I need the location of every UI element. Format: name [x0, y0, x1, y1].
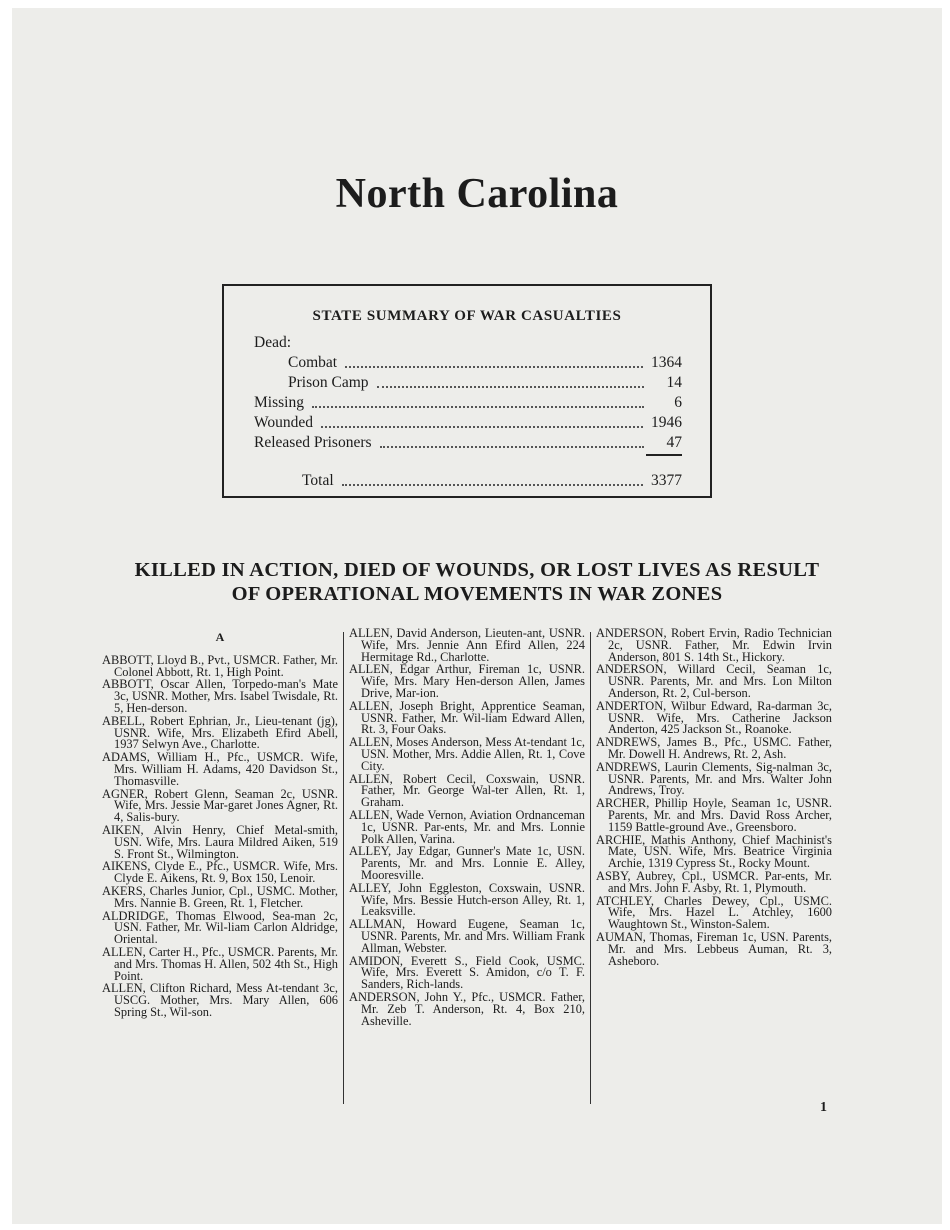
casualty-entry: ATCHLEY, Charles Dewey, Cpl., USMC. Wife, Mrs. Hazel L. Atchley, 1600 Waughtown St., Winston-Salem.: [596, 893, 832, 932]
casualty-entry: ALLEY, John Eggleston, Coxswain, USNR. Wife, Mrs. Bessie Hutch-erson Alley, Rt. 1, Leaksville.: [349, 880, 585, 919]
summary-total-label: Total: [302, 472, 334, 489]
summary-row-missing: [254, 392, 682, 412]
casualty-entry: ABELL, Robert Ephrian, Jr., Lieu-tenant (jg), USNR. Wife, Mrs. Elizabeth Efird Abell, 1937 Selwyn Ave., Charlotte.: [102, 713, 338, 752]
casualty-entry: ALLMAN, Howard Eugene, Seaman 1c, USNR. Parents, Mr. and Mrs. William Frank Allman, Webster.: [349, 917, 585, 955]
casualty-summary-box: [222, 284, 712, 498]
casualty-entry: ANDERTON, Wilbur Edward, Ra-darman 3c, USNR. Wife, Mrs. Catherine Jackson Anderton, 425 Jackson St., Roanoke.: [596, 698, 832, 737]
section-heading-line-1: KILLED IN ACTION, DIED OF WOUNDS, OR LOST LIVES AS RESULT: [134, 559, 820, 581]
column-divider: [590, 632, 591, 1104]
page-number: 1: [820, 1100, 827, 1115]
casualty-entry: ABBOTT, Lloyd B., Pvt., USMCR. Father, Mr. Colonel Abbott, Rt. 1, High Point.: [102, 652, 338, 679]
casualty-column-3: [596, 628, 832, 968]
summary-dead-label: Dead:: [254, 334, 292, 351]
casualty-entry: AMIDON, Everett S., Field Cook, USMC. Wife, Mrs. Everett S. Amidon, c/o T. F. Sanders, Rich-lands.: [349, 953, 585, 992]
leader-dots: [342, 484, 643, 486]
summary-row-label: Released Prisoners: [254, 434, 372, 451]
summary-row-label: Combat: [288, 354, 338, 371]
section-heading: [12, 558, 942, 606]
leader-dots: [377, 386, 644, 388]
casualty-entry: ANDERSON, John Y., Pfc., USMCR. Father, Mr. Zeb T. Anderson, Rt. 4, Box 210, Asheville.: [349, 989, 585, 1028]
document-page: [12, 8, 942, 1224]
casualty-entry: ALLEN, David Anderson, Lieuten-ant, USNR. Wife, Mrs. Jennie Ann Efird Allen, 224 Hermitage Rd., Charlotte.: [349, 626, 585, 664]
casualty-entry: ASBY, Aubrey, Cpl., USMCR. Par-ents, Mr. and Mrs. John F. Asby, Rt. 1, Plymouth.: [596, 868, 832, 895]
summary-row-value: 14: [666, 374, 682, 391]
casualty-entry: ARCHER, Phillip Hoyle, Seaman 1c, USNR. Parents, Mr. and Mrs. David Ross Archer, 1159 Battle-ground Ave., Greensboro.: [596, 796, 832, 834]
leader-dots: [380, 446, 644, 448]
page-title: North Carolina: [335, 171, 619, 217]
summary-row-value: 47: [666, 434, 682, 451]
summary-row-prison-camp: [288, 372, 682, 392]
casualty-entry: ALLEN, Joseph Bright, Apprentice Seaman, USNR. Father, Mr. Wil-liam Edward Allen, Rt. 3, Four Oaks.: [349, 698, 585, 737]
casualty-column-1: [102, 628, 338, 1020]
casualty-entry: AUMAN, Thomas, Fireman 1c, USN. Parents, Mr. and Mrs. Lebbeus Auman, Rt. 3, Asheboro.: [596, 929, 832, 968]
summary-heading: STATE SUMMARY OF WAR CASUALTIES: [312, 308, 622, 324]
summary-row-combat: [288, 352, 682, 372]
casualty-entry: ALLEN, Edgar Arthur, Fireman 1c, USNR. Wife, Mrs. Mary Hen-derson Allen, James Drive, Mar-ion.: [349, 662, 585, 700]
casualty-entry: AKERS, Charles Junior, Cpl., USMC. Mother, Mrs. Nannie B. Green, Rt. 1, Fletcher.: [102, 883, 338, 910]
summary-row-released-prisoners: [254, 432, 682, 452]
casualty-entry: ALLEN, Carter H., Pfc., USMCR. Parents, Mr. and Mrs. Thomas H. Allen, 502 4th St., High Point.: [102, 944, 338, 983]
casualty-entry: ALLEN, Wade Vernon, Aviation Ordnanceman 1c, USNR. Par-ents, Mr. and Mrs. Lonnie Polk Allen, Varina.: [349, 807, 585, 846]
leader-dots: [312, 406, 644, 408]
casualty-entry: ABBOTT, Oscar Allen, Torpedo-man's Mate 3c, USNR. Mother, Mrs. Isabel Twisdale, Rt. 5, Hen-derson.: [102, 677, 338, 715]
alphabet-letter-heading: A: [215, 630, 225, 644]
casualty-entry: ALLEN, Clifton Richard, Mess At-tendant 3c, USCG. Mother, Mrs. Mary Allen, 606 Spring St., Wil-son.: [102, 981, 338, 1019]
casualty-entry: ARCHIE, Mathis Anthony, Chief Machinist's Mate, USN. Wife, Mrs. Beatrice Virginia Archie, 1319 Cypress St., Rocky Mount.: [596, 832, 832, 871]
casualty-entry: ADAMS, William H., Pfc., USMCR. Wife, Mrs. William H. Adams, 420 Davidson St., Thomasville.: [102, 750, 338, 788]
casualty-entry: ALLEY, Jay Edgar, Gunner's Mate 1c, USN. Parents, Mr. and Mrs. Lonnie E. Alley, Mooresville.: [349, 844, 585, 882]
casualty-column-2: [349, 628, 585, 1028]
summary-row-value: 6: [674, 394, 682, 411]
total-rule: [646, 454, 682, 456]
casualty-entry: ALDRIDGE, Thomas Elwood, Sea-man 2c, USN. Father, Mr. Wil-liam Carlon Aldridge, Oriental.: [102, 908, 338, 947]
leader-dots: [345, 366, 643, 368]
summary-row-total: [302, 470, 682, 490]
summary-total-value: 3377: [651, 472, 682, 489]
casualty-entry: ANDREWS, James B., Pfc., USMC. Father, Mr. Dowell H. Andrews, Rt. 2, Ash.: [596, 735, 832, 761]
casualty-entry: ANDREWS, Laurin Clements, Sig-nalman 3c, USNR. Parents, Mr. and Mrs. Walter John Andrews, Troy.: [596, 759, 832, 798]
casualty-entry: ALLEN, Moses Anderson, Mess At-tendant 1c, USN. Mother, Mrs. Addie Allen, Rt. 1, Cove City.: [349, 735, 585, 773]
summary-dead-row: [254, 332, 682, 352]
casualty-entry: AIKENS, Clyde E., Pfc., USMCR. Wife, Mrs. Clyde E. Aikens, Rt. 9, Box 150, Lenoir.: [102, 859, 338, 886]
casualty-entry: ANDERSON, Robert Ervin, Radio Technician 2c, USNR. Father, Mr. Edwin Irvin Anderson, 801 S. 14th St., Hickory.: [596, 626, 832, 664]
column-divider: [343, 632, 344, 1104]
summary-row-value: 1364: [651, 354, 682, 371]
leader-dots: [321, 426, 643, 428]
casualty-entry: AIKEN, Alvin Henry, Chief Metal-smith, USN. Wife, Mrs. Laura Mildred Aiken, 519 S. Front St., Wilmington.: [102, 822, 338, 861]
summary-row-wounded: [254, 412, 682, 432]
summary-row-label: Prison Camp: [288, 374, 369, 391]
casualty-entry: AGNER, Robert Glenn, Seaman 2c, USNR. Wife, Mrs. Jessie Mar-garet Jones Agner, Rt. 4, Salis-bury.: [102, 786, 338, 825]
summary-row-label: Wounded: [254, 414, 314, 431]
casualty-entry: ALLEN, Robert Cecil, Coxswain, USNR. Father, Mr. George Wal-ter Allen, Rt. 1, Graham.: [349, 771, 585, 810]
summary-row-label: Missing: [254, 394, 304, 411]
section-heading-line-2: OF OPERATIONAL MOVEMENTS IN WAR ZONES: [231, 583, 723, 605]
summary-row-value: 1946: [651, 414, 682, 431]
casualty-entry: ANDERSON, Willard Cecil, Seaman 1c, USNR. Parents, Mr. and Mrs. Lon Milton Anderson, Rt. 2, Cul-berson.: [596, 662, 832, 700]
